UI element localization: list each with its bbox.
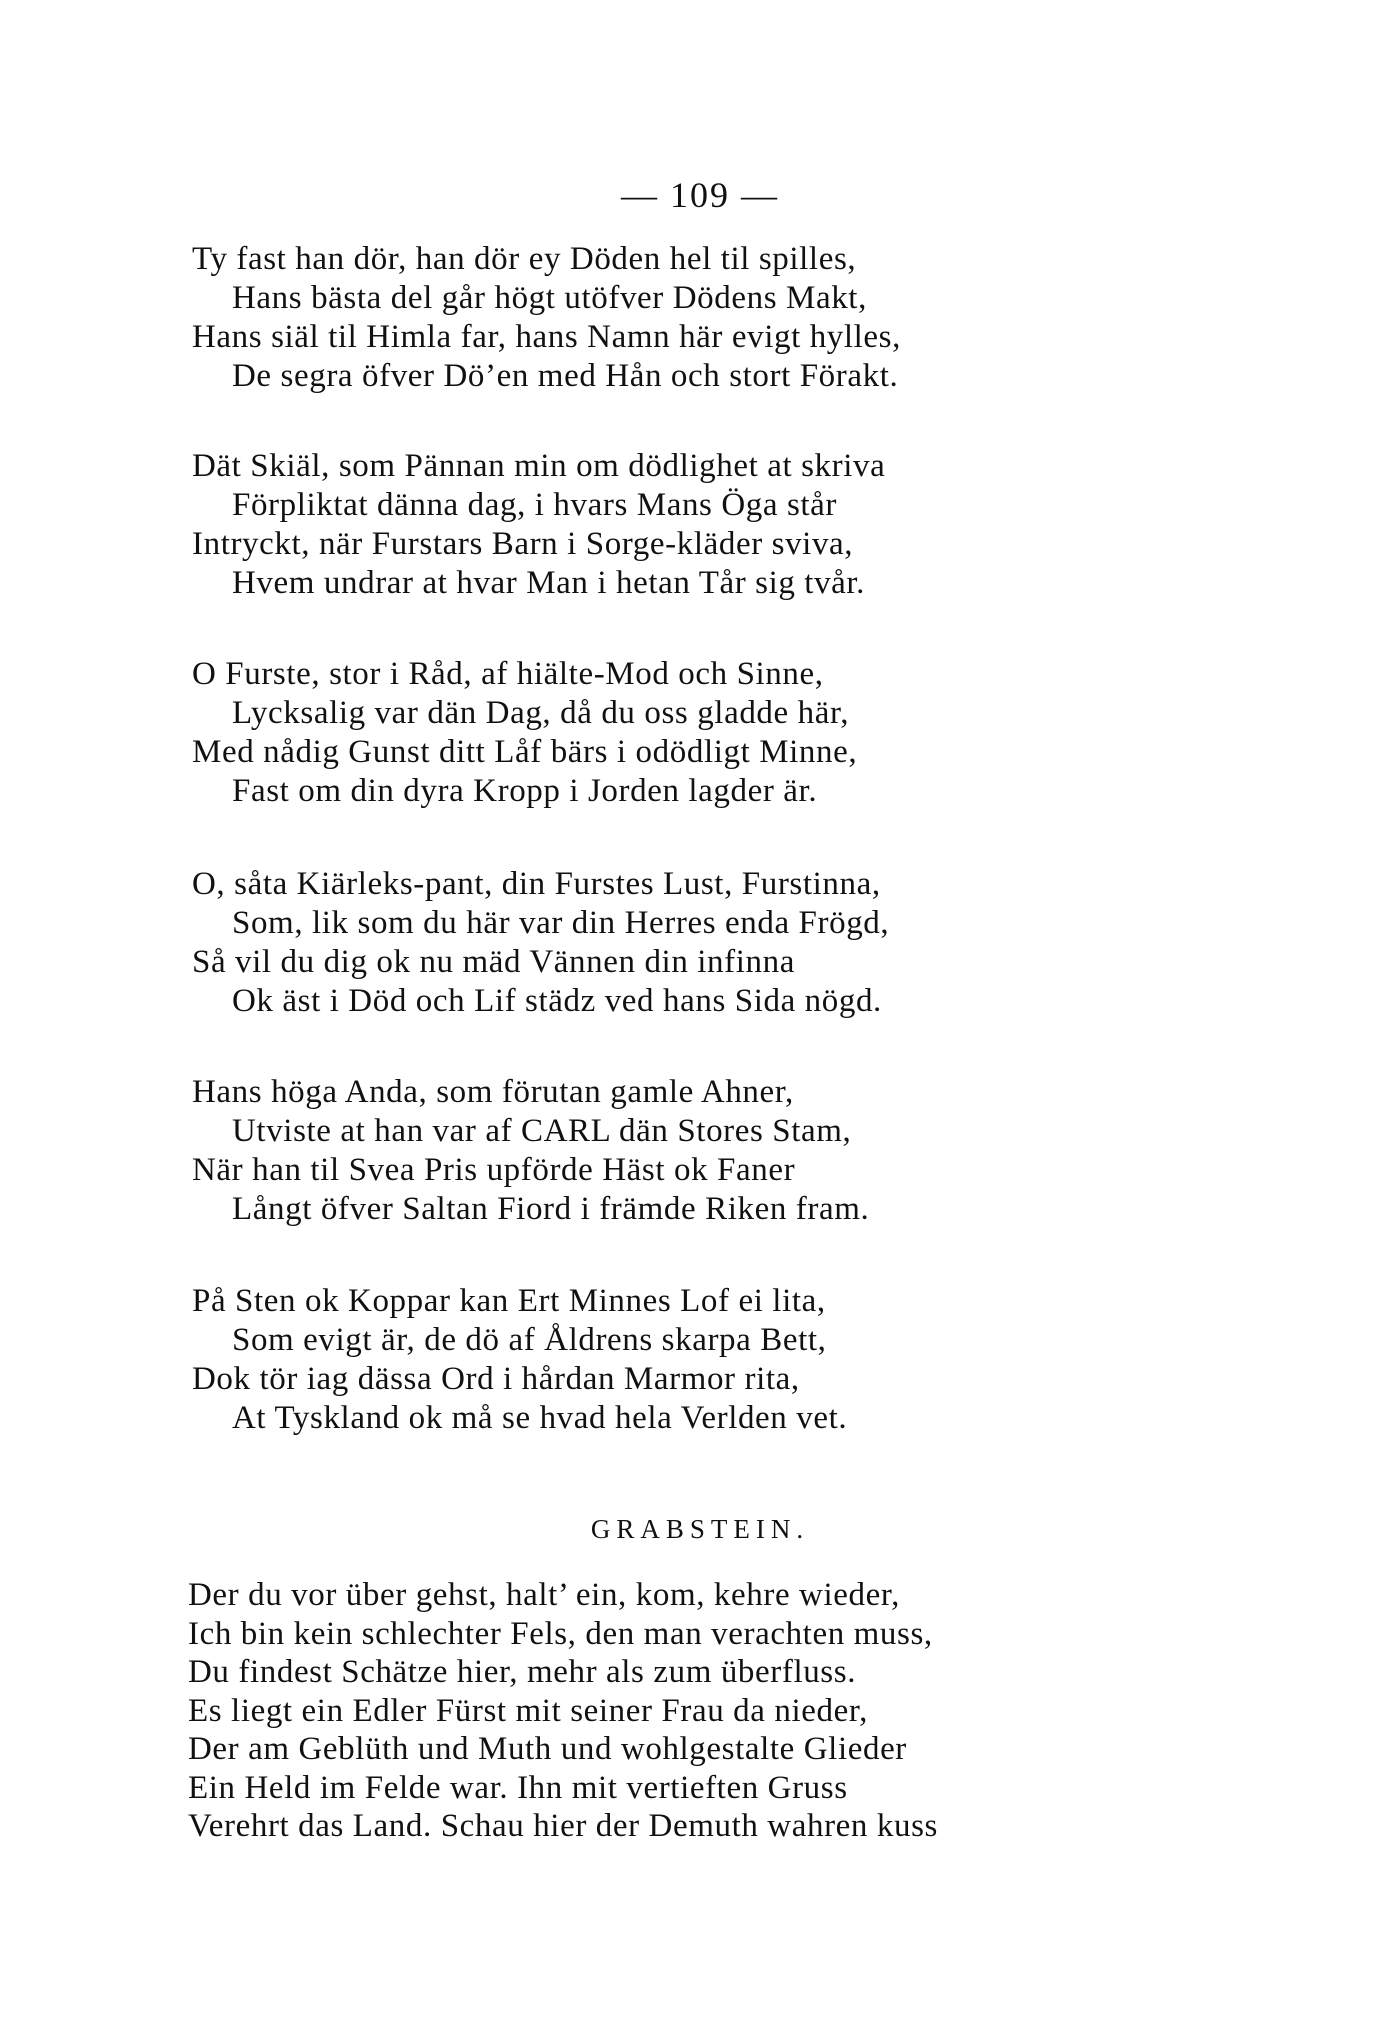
- verse-line: Ein Held im Felde war. Ihn mit vertieften Gruss: [188, 1769, 848, 1806]
- verse-line: At Tyskland ok må se hvad hela Verlden vet.: [232, 1400, 848, 1436]
- verse-line: Hans bästa del går högt utöfver Dödens Makt,: [232, 280, 867, 316]
- verse-line: På Sten ok Koppar kan Ert Minnes Lof ei lita,: [192, 1283, 826, 1319]
- verse-line: Hans siäl til Himla far, hans Namn här evigt hylles,: [192, 319, 901, 355]
- verse-line: Så vil du dig ok nu mäd Vännen din infinna: [192, 944, 795, 980]
- stanza-2: [192, 447, 1272, 603]
- german-poem: [188, 1576, 1338, 1846]
- page-number: — 109 —: [621, 175, 779, 215]
- verse-line: Dok tör iag dässa Ord i hårdan Marmor rita,: [192, 1361, 800, 1397]
- verse-line: Verehrt das Land. Schau hier der Demuth wahren kuss: [188, 1808, 938, 1844]
- verse-line: Intryckt, när Furstars Barn i Sorge-kläder sviva,: [192, 526, 854, 562]
- verse-line: O, såta Kiärleks-pant, din Furstes Lust, Furstinna,: [192, 866, 881, 902]
- verse-line: Lycksalig var dän Dag, då du oss gladde här,: [232, 695, 850, 731]
- verse-line: När han til Svea Pris upförde Häst ok Faner: [192, 1152, 796, 1188]
- section-heading: GRABSTEIN.: [590, 1514, 810, 1544]
- verse-line: Es liegt ein Edler Fürst mit seiner Frau da nieder,: [188, 1692, 868, 1729]
- verse-line: Som, lik som du här var din Herres enda Frögd,: [232, 905, 890, 941]
- verse-line: Ty fast han dör, han dör ey Döden hel til spilles,: [192, 241, 857, 277]
- stanza-3: [192, 655, 1272, 811]
- stanza-4: [192, 865, 1272, 1021]
- verse-line: Der du vor über gehst, halt’ ein, kom, kehre wieder,: [188, 1577, 900, 1613]
- verse-line: Hvem undrar at hvar Man i hetan Tår sig tvår.: [232, 565, 866, 601]
- verse-line: Ok äst i Död och Lif städz ved hans Sida nögd.: [232, 983, 882, 1019]
- verse-line: Der am Geblüth und Muth und wohlgestalte Glieder: [188, 1731, 907, 1767]
- verse-line: Långt öfver Saltan Fiord i främde Riken fram.: [232, 1191, 870, 1227]
- verse-line: Förpliktat dänna dag, i hvars Mans Öga står: [232, 487, 838, 523]
- verse-line: Du findest Schätze hier, mehr als zum überfluss.: [188, 1654, 857, 1690]
- verse-line: Ich bin kein schlechter Fels, den man verachten muss,: [188, 1615, 933, 1652]
- stanza-1: [192, 240, 1272, 396]
- verse-line: De segra öfver Dö’en med Hån och stort Förakt.: [232, 358, 899, 394]
- verse-line: O Furste, stor i Råd, af hiälte-Mod och Sinne,: [192, 656, 824, 692]
- verse-line: Dät Skiäl, som Pännan min om dödlighet at skriva: [192, 448, 886, 484]
- stanza-5: [192, 1073, 1272, 1229]
- verse-line: Utviste at han var af CARL dän Stores Stam,: [232, 1113, 852, 1149]
- verse-line: Som evigt är, de dö af Åldrens skarpa Bett,: [232, 1322, 827, 1358]
- verse-line: Fast om din dyra Kropp i Jorden lagder är.: [232, 773, 818, 809]
- verse-line: Hans höga Anda, som förutan gamle Ahner,: [192, 1074, 794, 1110]
- verse-line: Med nådig Gunst ditt Låf bärs i odödligt Minne,: [192, 734, 858, 770]
- stanza-6: [192, 1282, 1272, 1438]
